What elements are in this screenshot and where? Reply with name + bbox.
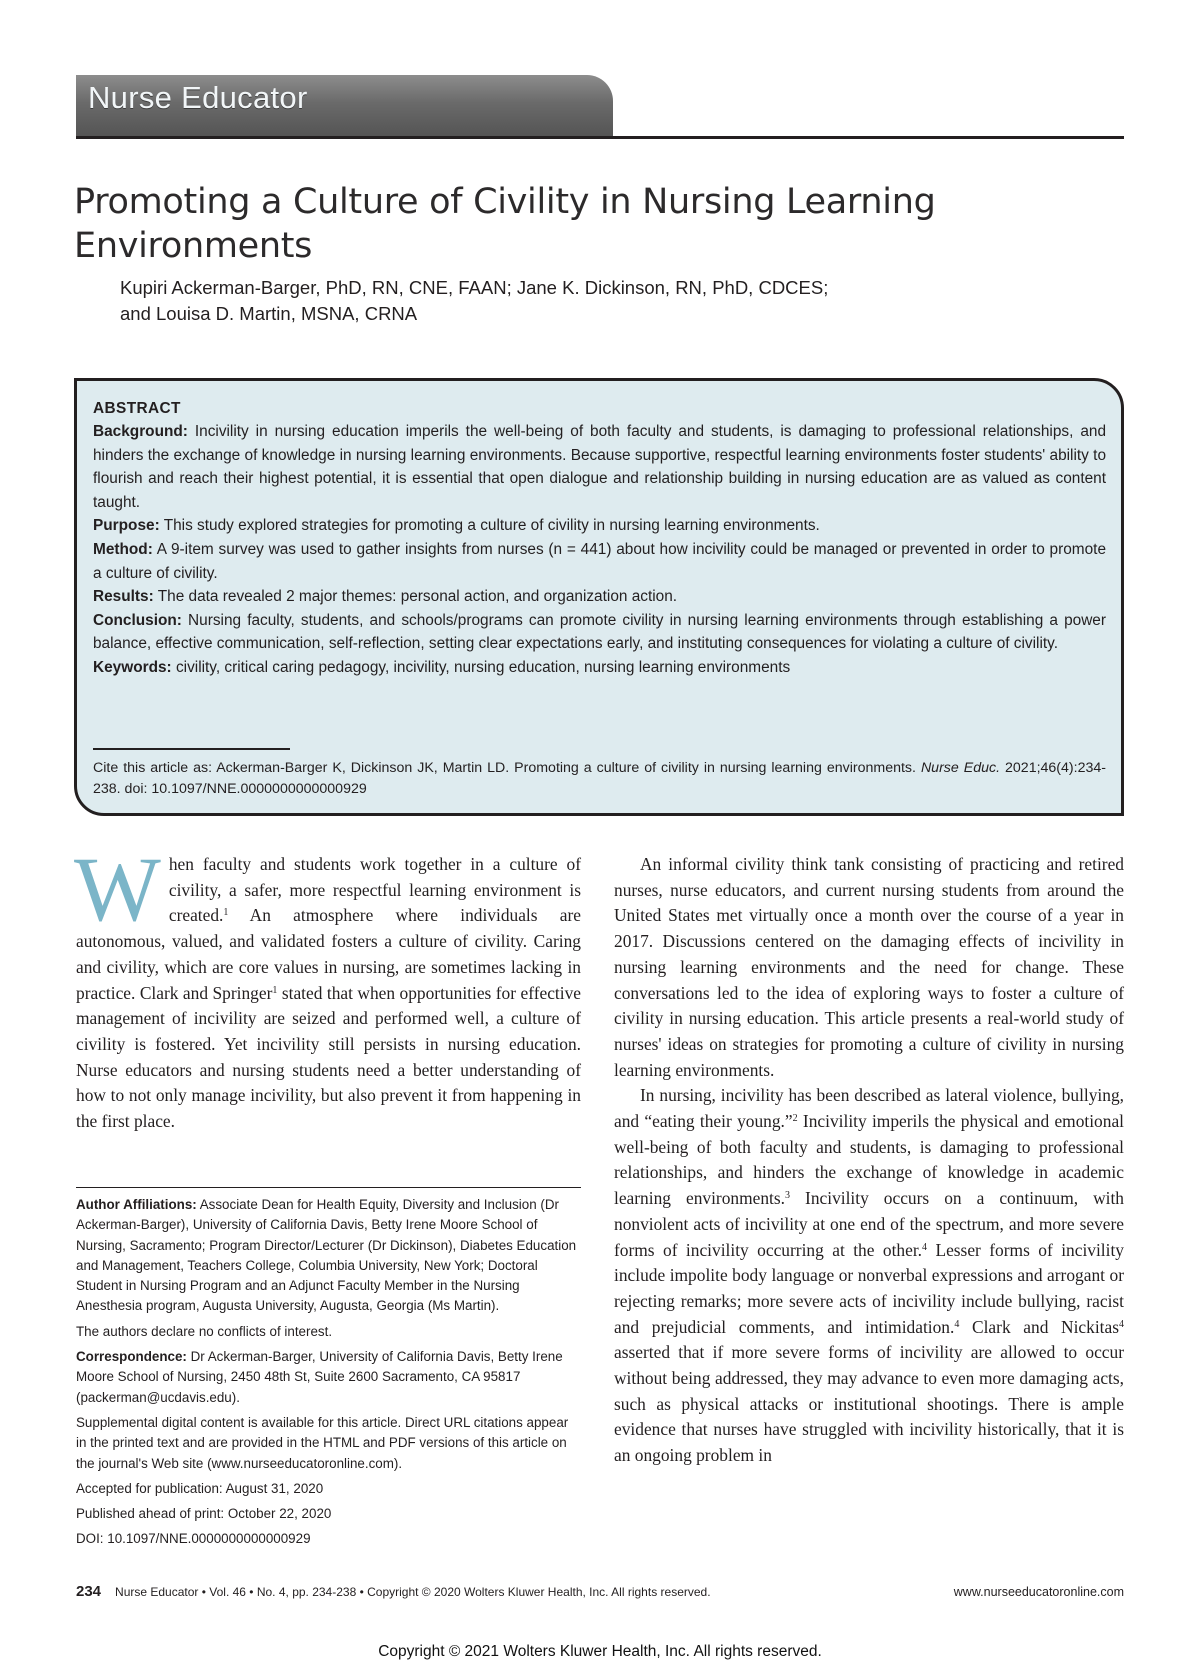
abstract-heading: ABSTRACT — [93, 400, 181, 417]
abstract-divider — [93, 748, 290, 750]
section-label: Method: — [93, 540, 153, 558]
accepted-date: Accepted for publication: August 31, 2020 — [76, 1480, 324, 1496]
abstract-purpose — [93, 514, 1106, 538]
reference-marker[interactable]: 1 — [223, 907, 229, 919]
page-number: 234 — [76, 1583, 102, 1600]
body-text: Lesser forms of incivility include impolite body language or nonverbal expressions and arrogant or rejecting remarks; more severe acts of incivility include bullying, racist and prejudicial comments, and intimidation. — [614, 1239, 1124, 1337]
cite-text: Cite this article as: Ackerman-Barger K, Dickinson JK, Martin LD. Promoting a culture of civility in nursing learning environments. — [93, 760, 921, 776]
abstract-body — [93, 420, 1106, 680]
cite-text: 2021;46(4):234-238. doi: 10.1097/NNE.0000000000000929 — [93, 760, 1106, 797]
reference-marker[interactable]: 4 — [922, 1241, 928, 1253]
abstract-background — [93, 420, 1106, 514]
body-text: stated that when opportunities for effective management of incivility are seized and performed well, a culture of civility is fostered. Yet incivility still persists in nursing education. Nurse educators and nursing students need a better understanding of how to not only manage incivility, but also prevent it from happening in the first place. — [76, 982, 581, 1132]
article-title: Promoting a Culture of Civility in Nursing Learning Environments — [74, 182, 936, 266]
body-text: Clark and Nickitas — [959, 1316, 1119, 1337]
body-column-right — [614, 852, 1124, 1469]
conflicts-statement: The authors declare no conflicts of interest. — [76, 1323, 333, 1339]
section-label: Conclusion: — [93, 611, 182, 629]
authors-line: and Louisa D. Martin, MSNA, CRNA — [120, 303, 418, 324]
affiliations-label: Author Affiliations: — [76, 1197, 197, 1212]
body-text: Incivility imperils the physical and emotional well-being of both faculty and students, is damaging to professional relationships, and hinders the exchange of knowledge in academic learning environments. — [614, 1111, 1124, 1209]
drop-cap: W — [74, 838, 161, 940]
reference-marker[interactable]: 2 — [792, 1113, 798, 1125]
section-text: civility, critical caring pedagogy, incivility, nursing education, nursing learning environments — [171, 658, 791, 676]
section-text: This study explored strategies for promoting a culture of civility in nursing learning environments. — [159, 517, 820, 535]
author-affiliations — [76, 1195, 581, 1555]
journal-name: Nurse Educator — [88, 80, 308, 115]
reference-marker[interactable]: 3 — [785, 1190, 791, 1202]
correspondence — [76, 1347, 581, 1408]
journal-info: Nurse Educator • Vol. 46 • No. 4, pp. 234-238 • Copyright © 2020 Wolters Kluwer Health, Inc. All rights reserved. — [115, 1585, 711, 1599]
body-column-left — [74, 838, 581, 1135]
body-text: Incivility occurs on a continuum, with nonviolent acts of incivility at one end of the spectrum, and more severe forms of incivility occurring at the other. — [614, 1188, 1124, 1260]
section-text: A 9-item survey was used to gather insights from nurses (n = 441) about how incivility could be managed or prevented in order to promote a culture of civility. — [93, 540, 1106, 582]
section-label: Results: — [93, 588, 154, 606]
body-paragraph — [614, 1083, 1124, 1469]
section-text: Incivility in nursing education imperils the well-being of both faculty and students, is damaging to professional relationships, and hinders the exchange of knowledge in nursing learning environments. Because supportive, respectful learning environments foster students' ability to flourish and reach their highest potential, it is essential that open dialogue and relationship building in nursing education are as valued as content taught. — [93, 423, 1106, 511]
reference-marker[interactable]: 4 — [1119, 1318, 1124, 1330]
abstract-keywords — [93, 656, 1106, 680]
citation — [93, 758, 1106, 800]
body-text: In nursing, incivility has been described as lateral violence, bullying, and “eating their young.” — [614, 1085, 1124, 1132]
section-text: The data revealed 2 major themes: personal action, and organization action. — [153, 588, 678, 606]
body-text: hen faculty and students work together in a culture of civility, a safer, more respectful learning environment is created. — [168, 854, 581, 926]
copyright-notice: Copyright © 2021 Wolters Kluwer Health, Inc. All rights reserved. — [378, 1643, 822, 1660]
section-label: Purpose: — [93, 517, 160, 535]
published-date: Published ahead of print: October 22, 2020 — [76, 1506, 332, 1522]
section-text: Nursing faculty, students, and schools/programs can promote civility in nursing learning environments through establishing a power balance, effective communication, self-reflection, setting clear expectations early, and instituting consequences for violating a culture of civility. — [93, 611, 1106, 653]
correspondence-label: Correspondence: — [76, 1349, 187, 1365]
body-text: An atmosphere where individuals are autonomous, valued, and validated fosters a culture of civility. Caring and civility, which are core values in nursing, are sometimes lacking in practice. Clark and Springer — [76, 905, 581, 1003]
body-text: asserted that if more severe forms of incivility are allowed to occur without being addressed, they may advance to even more damaging acts, such as physical attacks or institutional shootings. There is ample evidence that nurses have struggled with incivility historically, that it is an ongoing problem in — [614, 1342, 1124, 1466]
section-label: Background: — [93, 423, 188, 440]
cite-journal: Nurse Educ. — [920, 760, 1001, 776]
affiliations-rule — [76, 1187, 581, 1188]
section-label: Keywords: — [93, 658, 172, 676]
authors-line: Kupiri Ackerman-Barger, PhD, RN, CNE, FAAN; Jane K. Dickinson, RN, PhD, CDCES; — [120, 277, 829, 298]
abstract-method — [93, 538, 1106, 585]
supplemental-note: Supplemental digital content is available for this article. Direct URL citations appear in the printed text and are provided in the HTML and PDF versions of this article on the journal's Web site (www.nurseeducatoronline.com). — [76, 1414, 569, 1471]
abstract-conclusion — [93, 609, 1106, 656]
affiliations-paragraph — [76, 1195, 581, 1317]
article-authors — [120, 275, 1020, 327]
reference-marker[interactable]: 1 — [272, 984, 278, 996]
body-paragraph: An informal civility think tank consisting of practicing and retired nurses, nurse educators, and current nursing students from around the United States met virtually once a month over the course of a year in 2017. Discussions centered on the damaging effects of incivility in nursing learning environments and the need for change. These conversations led to the idea of exploring ways to foster a culture of civility in nursing education. This article presents a real-world study of nurses' ideas on strategies for promoting a culture of civility in nursing learning environments. — [614, 854, 1124, 1080]
page-footer — [76, 1583, 1124, 1600]
correspondence-text: Dr Ackerman-Barger, University of California Davis, Betty Irene Moore School of Nursing, 2450 48th St, Suite 2600 Sacramento, CA 95817 (packerman@ucdavis.edu). — [76, 1349, 563, 1405]
doi[interactable]: DOI: 10.1097/NNE.0000000000000929 — [76, 1531, 311, 1547]
header-rule — [76, 136, 1124, 139]
reference-marker[interactable]: 4 — [954, 1318, 960, 1330]
affiliations-text: Associate Dean for Health Equity, Diversity and Inclusion (Dr Ackerman-Barger), University of California Davis, Betty Irene Moore School of Nursing, Sacramento; Program Director/Lecturer (Dr Dickinson), Diabetes Education and Management, Teachers College, Columbia University, New York; Doctoral Student in Nursing Program and an Adjunct Faculty Member in the Nursing Anesthesia program, Augusta University, Augusta, Georgia (Ms Martin). — [76, 1197, 577, 1314]
abstract-results — [93, 585, 1106, 609]
journal-url[interactable]: www.nurseeducatoronline.com — [953, 1585, 1124, 1599]
